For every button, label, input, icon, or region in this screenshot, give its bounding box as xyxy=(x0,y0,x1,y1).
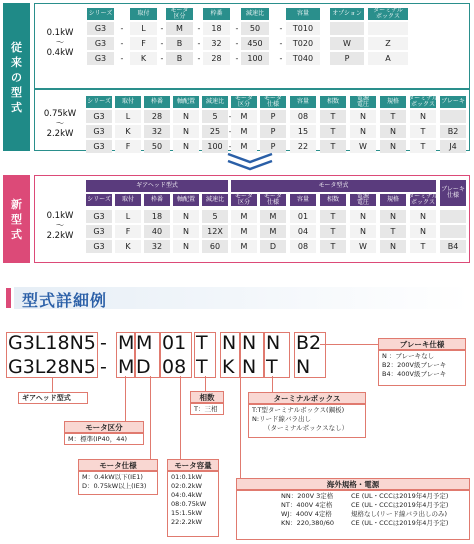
group2-cell: M xyxy=(231,125,257,138)
model-segment-box xyxy=(220,332,240,378)
brake-line: N ：ブレーキなし xyxy=(382,352,435,360)
model-segment: N xyxy=(296,356,311,378)
model-segment: G3L28N5 xyxy=(8,356,96,378)
group3-cell: 04 xyxy=(290,225,316,238)
group3-cell: 12X xyxy=(202,225,228,238)
group1-cell: 450 xyxy=(241,37,269,50)
group3-group-header: モータ型式 xyxy=(231,180,436,192)
group3-cell: 5 xyxy=(202,210,228,223)
group1-cell: G3 xyxy=(87,22,114,35)
model-segment-box xyxy=(240,332,264,378)
region-note: 規格なし(リード線バラ出しのみ) xyxy=(351,510,448,518)
phase-title: 相数 xyxy=(190,391,224,403)
group2-header: 規格 xyxy=(380,96,406,108)
model-segment: G3L18N5 xyxy=(8,332,96,354)
group2-header: 電源 電圧 xyxy=(350,96,376,108)
group3-cell: M xyxy=(231,225,257,238)
group1-sep: - xyxy=(160,54,164,63)
group1-cell: P xyxy=(330,52,364,65)
motor-spec-title: モータ仕様 xyxy=(78,459,158,471)
motor-class-title: モータ区分 xyxy=(64,421,144,433)
region-line xyxy=(281,510,466,519)
group3-header: 枠番 xyxy=(144,194,170,206)
group2-cell: N xyxy=(410,110,436,123)
group2-cell: 5 xyxy=(202,110,228,123)
group2-cell: B2 xyxy=(440,125,466,138)
group3-cell: N xyxy=(380,210,406,223)
group2-cell: G3 xyxy=(86,125,112,138)
group2-cell: 15 xyxy=(290,125,316,138)
group1-sep: - xyxy=(279,54,283,63)
model-segment-box xyxy=(264,332,290,378)
group3-cell: 08 xyxy=(290,240,316,253)
model-segment: 01 xyxy=(162,332,187,354)
old-section-label xyxy=(3,3,30,151)
group1-cell: T020 xyxy=(286,37,320,50)
group2-cell: P xyxy=(260,140,286,153)
group1-cell: G3 xyxy=(87,52,114,65)
group3-cell: F xyxy=(115,225,141,238)
group3-cell: M xyxy=(260,225,286,238)
model-segment-box xyxy=(6,332,98,378)
region-line xyxy=(281,501,466,510)
gearhead-label: ギアヘッド型式 xyxy=(18,392,88,404)
group3-cell: K xyxy=(115,240,141,253)
group2-header: ブレーキ xyxy=(440,96,466,108)
group2-cell: 100 xyxy=(202,140,228,153)
group3-cell: G3 xyxy=(86,240,112,253)
group1-sep: - xyxy=(197,39,201,48)
group3-cell: T xyxy=(380,225,406,238)
group3-header: 減速比 xyxy=(202,194,228,206)
group1-cell: T040 xyxy=(286,52,320,65)
phase-body: T：三相 xyxy=(190,403,224,415)
group2-header: 取付 xyxy=(115,96,141,108)
group2-range: 2.2kW xyxy=(46,129,74,139)
group2-sep: - xyxy=(228,127,232,136)
group1-sep: - xyxy=(197,54,201,63)
group2-cell: M xyxy=(231,140,257,153)
new-label-char: 新 xyxy=(11,197,22,211)
group1-sep: - xyxy=(279,39,283,48)
group3-cell: N xyxy=(173,210,199,223)
group1-sep: - xyxy=(279,24,283,33)
group1-cell: B xyxy=(166,52,193,65)
connector xyxy=(320,344,378,345)
group1-sep: - xyxy=(235,54,239,63)
region-code: WJ：400V 4定格 xyxy=(281,510,332,518)
chevron-down-icon xyxy=(224,152,276,172)
group2-cell: 08 xyxy=(290,110,316,123)
group2-header: 容量 xyxy=(290,96,316,108)
group1-header: 枠番 xyxy=(203,8,230,20)
group3-header: モータ 仕様 xyxy=(260,194,286,206)
region-code: KN：220,380/60 xyxy=(281,519,334,527)
group3-cell: 60 xyxy=(202,240,228,253)
group3-cell: T xyxy=(320,240,346,253)
group3-cell: N xyxy=(173,225,199,238)
model-segment-box xyxy=(160,332,192,378)
model-segment: T xyxy=(196,356,208,378)
group1-cell: B xyxy=(166,37,193,50)
group2-cell: N xyxy=(173,140,199,153)
terminal-body xyxy=(248,404,366,438)
group3-cell: N xyxy=(350,225,376,238)
group3-cell: G3 xyxy=(86,210,112,223)
group1-header: 容量 xyxy=(286,8,320,20)
group3-cell: 32 xyxy=(144,240,170,253)
terminal-line: （ターミナルボックスなし） xyxy=(264,424,349,432)
group2-cell: N xyxy=(350,110,376,123)
group1-cell: W xyxy=(330,37,364,50)
old-label-char: 型 xyxy=(11,85,22,99)
new-section-label xyxy=(3,175,30,263)
model-segment: B2 xyxy=(296,332,322,354)
new-label-char: 式 xyxy=(11,227,22,241)
group1-cell xyxy=(330,22,364,35)
group1-header: オプション xyxy=(330,8,364,20)
group3-cell: T xyxy=(320,210,346,223)
model-segment-box xyxy=(134,332,160,378)
group1-sep: - xyxy=(235,24,239,33)
group2-sep: - xyxy=(228,112,232,121)
model-segment: K xyxy=(222,356,235,378)
group3-cell: T xyxy=(320,225,346,238)
group3-group-header: ギアヘッド型式 xyxy=(86,180,228,192)
terminal-title: ターミナルボックス xyxy=(248,392,366,404)
model-segment: N xyxy=(242,356,257,378)
group1-range: 0.4kW xyxy=(46,48,74,58)
group2-range: 〜 xyxy=(55,119,65,129)
group2-cell: J4 xyxy=(440,140,466,153)
group3-cell: N xyxy=(173,240,199,253)
group1-cell: L xyxy=(130,22,157,35)
old-label-char: の xyxy=(11,70,22,84)
group2-cell: T xyxy=(410,125,436,138)
capacity-line: 04:0.4kW xyxy=(171,491,202,499)
group1-header: シリーズ xyxy=(87,8,114,20)
model-segment: - xyxy=(100,356,107,378)
connector xyxy=(180,376,181,459)
group3-cell: M xyxy=(231,240,257,253)
group3-cell: 18 xyxy=(144,210,170,223)
brake-body xyxy=(378,350,466,386)
group2-cell: G3 xyxy=(86,110,112,123)
group2-header: 減速比 xyxy=(202,96,228,108)
group1-range: 0.1kW xyxy=(46,28,74,38)
region-body xyxy=(236,490,470,540)
group1-cell xyxy=(368,22,408,35)
group2-header: モータ 仕様 xyxy=(260,96,286,108)
group2-header: シリーズ xyxy=(86,96,112,108)
group3-cell: N xyxy=(350,210,376,223)
model-segment: N xyxy=(222,332,237,354)
group1-sep: - xyxy=(160,24,164,33)
connector xyxy=(150,376,151,459)
group2-cell: N xyxy=(380,125,406,138)
connector xyxy=(240,376,241,478)
group2-cell: P xyxy=(260,125,286,138)
group1-cell: F xyxy=(130,37,157,50)
group2-cell: W xyxy=(350,140,376,153)
new-label-char: 型 xyxy=(11,212,22,226)
group2-cell: P xyxy=(260,110,286,123)
group2-cell: 25 xyxy=(202,125,228,138)
group2-cell: K xyxy=(115,125,141,138)
group1-cell: 18 xyxy=(203,22,230,35)
group3-group-header: ブレーキ 仕様 xyxy=(440,180,466,206)
group2-cell: F xyxy=(115,140,141,153)
terminal-line: T:T型ターミナルボックス(鋼板) xyxy=(252,406,345,414)
group1-header: ターミナル ボックス xyxy=(368,8,408,20)
group2-header: 軸配置 xyxy=(173,96,199,108)
group2-range: 0.75kW xyxy=(43,109,77,119)
model-segment: M xyxy=(136,332,153,354)
group3-cell: B4 xyxy=(440,240,466,253)
group1-header: 減速比 xyxy=(241,8,269,20)
group1-sep: - xyxy=(120,24,124,33)
motor-spec-body xyxy=(78,471,158,495)
group2-sep: - xyxy=(228,142,232,151)
connector xyxy=(125,376,126,421)
brake-line: B4：400V級ブレーキ xyxy=(382,370,447,378)
group1-header: 取付 xyxy=(130,8,157,20)
model-segment: T xyxy=(266,356,278,378)
group1-sep: - xyxy=(120,54,124,63)
motor-spec-line: M：0.4kW以下(IE1) xyxy=(82,473,143,481)
group2-cell: G3 xyxy=(86,140,112,153)
group3-cell: M xyxy=(231,210,257,223)
group2-cell: T xyxy=(320,125,346,138)
group1-cell: K xyxy=(130,52,157,65)
group1-header: モータ 区分 xyxy=(166,8,193,20)
model-segment: D xyxy=(136,356,151,378)
group3-cell: D xyxy=(260,240,286,253)
brake-title: ブレーキ仕様 xyxy=(378,338,466,350)
region-note: CE (UL・CCCは2019年4月予定) xyxy=(351,501,449,509)
model-segment: M xyxy=(118,332,135,354)
group3-cell: N xyxy=(410,225,436,238)
group3-header: 取付 xyxy=(115,194,141,206)
group1-sep: - xyxy=(160,39,164,48)
group2-cell: L xyxy=(115,110,141,123)
group3-header: 規格 xyxy=(380,194,406,206)
old-section-divider xyxy=(35,88,469,90)
group3-header: シリーズ xyxy=(86,194,112,206)
region-note: CE (UL・CCCは2019年4月予定) xyxy=(351,492,449,500)
capacity-line: 22:2.2kW xyxy=(171,518,202,526)
group1-cell: 50 xyxy=(241,22,269,35)
motor-class-body: M：標準(IP40，44) xyxy=(64,433,144,445)
region-line xyxy=(281,519,466,528)
terminal-line: N:リード線バラ出し xyxy=(252,415,312,423)
group3-header: 電源 電圧 xyxy=(350,194,376,206)
brake-line: B2：200V級ブレーキ xyxy=(382,361,447,369)
old-label-char: 従 xyxy=(11,40,22,54)
group2-header: 枠番 xyxy=(144,96,170,108)
group3-cell xyxy=(440,210,466,223)
group2-cell: T xyxy=(380,110,406,123)
group2-cell: T xyxy=(410,140,436,153)
detail-title: 型式詳細例 xyxy=(22,291,108,310)
connector xyxy=(205,376,206,391)
model-segment: N xyxy=(266,332,281,354)
group1-cell: G3 xyxy=(87,37,114,50)
group2-header: 相数 xyxy=(320,96,346,108)
group2-header: ターミナル ボックス xyxy=(408,95,438,108)
group3-cell: M xyxy=(260,210,286,223)
group2-cell: M xyxy=(231,110,257,123)
group2-cell: N xyxy=(173,125,199,138)
group3-cell: L xyxy=(115,210,141,223)
region-note: CE (UL・CCCは2019年4月予定) xyxy=(351,519,449,527)
connector xyxy=(240,478,241,479)
group2-cell xyxy=(440,110,466,123)
group2-cell: 50 xyxy=(144,140,170,153)
region-code: NT：400V 4定格 xyxy=(281,501,333,509)
group1-cell: M xyxy=(166,22,193,35)
capacity-line: 08:0.75kW xyxy=(171,500,207,508)
group1-sep: - xyxy=(120,39,124,48)
group2-cell: 28 xyxy=(144,110,170,123)
model-segment-box xyxy=(294,332,326,378)
group3-cell: W xyxy=(350,240,376,253)
model-segment: M xyxy=(118,356,135,378)
group3-cell: N xyxy=(410,210,436,223)
group1-cell: Z xyxy=(368,37,408,50)
group3-header: モータ 区分 xyxy=(231,194,257,206)
group3-header: ターミナル ボックス xyxy=(408,193,438,206)
group1-sep: - xyxy=(197,24,201,33)
group3-header: 相数 xyxy=(320,194,346,206)
group3-range: 2.2kW xyxy=(46,231,74,241)
old-label-char: 式 xyxy=(11,100,22,114)
group1-cell: T010 xyxy=(286,22,320,35)
capacity-body xyxy=(167,471,219,537)
group3-cell: 01 xyxy=(290,210,316,223)
group2-header: モータ 区分 xyxy=(231,96,257,108)
group3-cell: 40 xyxy=(144,225,170,238)
model-segment: T xyxy=(196,332,208,354)
group2-cell: T xyxy=(320,110,346,123)
group1-cell: 100 xyxy=(241,52,269,65)
group2-cell: 22 xyxy=(290,140,316,153)
motor-spec-line: D：0.75kW以上(IE3) xyxy=(82,482,147,490)
group1-cell: 32 xyxy=(203,37,230,50)
group3-cell xyxy=(440,225,466,238)
region-code: NN：200V 3定格 xyxy=(281,492,334,500)
model-segment: 08 xyxy=(162,356,187,378)
group3-cell: G3 xyxy=(86,225,112,238)
group2-cell: N xyxy=(350,125,376,138)
capacity-line: 01:0.1kW xyxy=(171,473,202,481)
group2-cell: N xyxy=(173,110,199,123)
capacity-line: 02:0.2kW xyxy=(171,482,202,490)
group1-cell: A xyxy=(368,52,408,65)
group3-range: 0.1kW xyxy=(46,211,74,221)
connector xyxy=(272,376,273,392)
region-title: 海外規格・電源 xyxy=(236,478,470,490)
group3-range: 〜 xyxy=(55,221,65,231)
group3-cell: N xyxy=(380,240,406,253)
group3-cell: T xyxy=(410,240,436,253)
group2-cell: N xyxy=(380,140,406,153)
group1-range: 〜 xyxy=(55,38,65,48)
model-segment-box xyxy=(116,332,136,378)
group3-header: 軸配置 xyxy=(173,194,199,206)
group1-cell: 28 xyxy=(203,52,230,65)
group1-sep: - xyxy=(235,39,239,48)
detail-title-bar xyxy=(6,288,11,308)
capacity-line: 15:1.5kW xyxy=(171,509,202,517)
model-segment-box xyxy=(194,332,216,378)
capacity-title: モータ容量 xyxy=(167,459,219,471)
group3-header: 容量 xyxy=(290,194,316,206)
model-segment: - xyxy=(100,332,107,354)
group2-cell: T xyxy=(320,140,346,153)
region-line xyxy=(281,492,466,501)
model-segment: N xyxy=(242,332,257,354)
connector xyxy=(52,378,53,392)
group2-cell: 32 xyxy=(144,125,170,138)
old-label-char: 来 xyxy=(11,55,22,69)
